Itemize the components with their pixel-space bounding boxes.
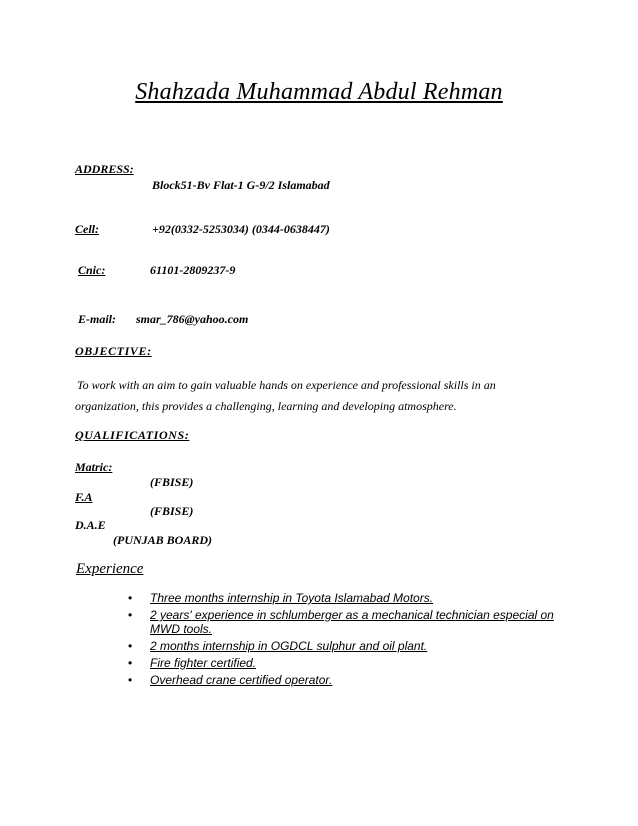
resume-name: Shahzada Muhammad Abdul Rehman xyxy=(135,79,503,105)
experience-item: • 2 months internship in OGDCL sulphur and oil plant. xyxy=(128,639,428,653)
bullet-icon: • xyxy=(128,673,133,687)
address-value: Block51-Bv Flat-1 G-9/2 Islamabad xyxy=(152,178,330,192)
experience-item: • Three months internship in Toyota Islamabad Motors. xyxy=(128,591,434,605)
matric-label: Matric: xyxy=(75,460,113,474)
bullet-icon: • xyxy=(128,639,133,653)
bullet-icon: • xyxy=(128,608,133,622)
bullet-icon: • xyxy=(128,656,133,670)
matric-board: (FBISE) xyxy=(150,475,194,489)
address-label: ADDRESS: xyxy=(75,162,134,176)
fa-label: F.A xyxy=(75,490,93,504)
dae-board: (PUNJAB BOARD) xyxy=(113,533,213,547)
dae-label: D.A.E xyxy=(75,518,106,532)
cell-label: Cell: xyxy=(75,222,99,236)
experience-item: • Overhead crane certified operator. xyxy=(128,673,333,687)
cell-value: +92(0332-5253034) (0344-0638447) xyxy=(152,222,330,236)
cnic-value: 61101-2809237-9 xyxy=(150,263,236,277)
experience-item: • Fire fighter certified. xyxy=(128,656,257,670)
objective-heading: OBJECTIVE: xyxy=(75,344,152,358)
objective-line-1: To work with an aim to gain valuable hands on experience and professional skills in an xyxy=(77,378,496,392)
experience-item: • 2 years' experience in schlumberger as a mechanical technician especial on MWD tools. xyxy=(128,608,554,636)
experience-list xyxy=(128,591,568,690)
experience-heading: Experience xyxy=(76,561,144,577)
cnic-label: Cnic: xyxy=(78,263,106,277)
bullet-icon: • xyxy=(128,591,133,605)
qualifications-heading: QUALIFICATIONS: xyxy=(75,428,190,442)
email-label: E-mail: xyxy=(78,312,116,326)
email-value: smar_786@yahoo.com xyxy=(136,312,249,326)
fa-board: (FBISE) xyxy=(150,504,194,518)
objective-line-2: organization, this provides a challenging, learning and developing atmosphere. xyxy=(75,399,457,413)
